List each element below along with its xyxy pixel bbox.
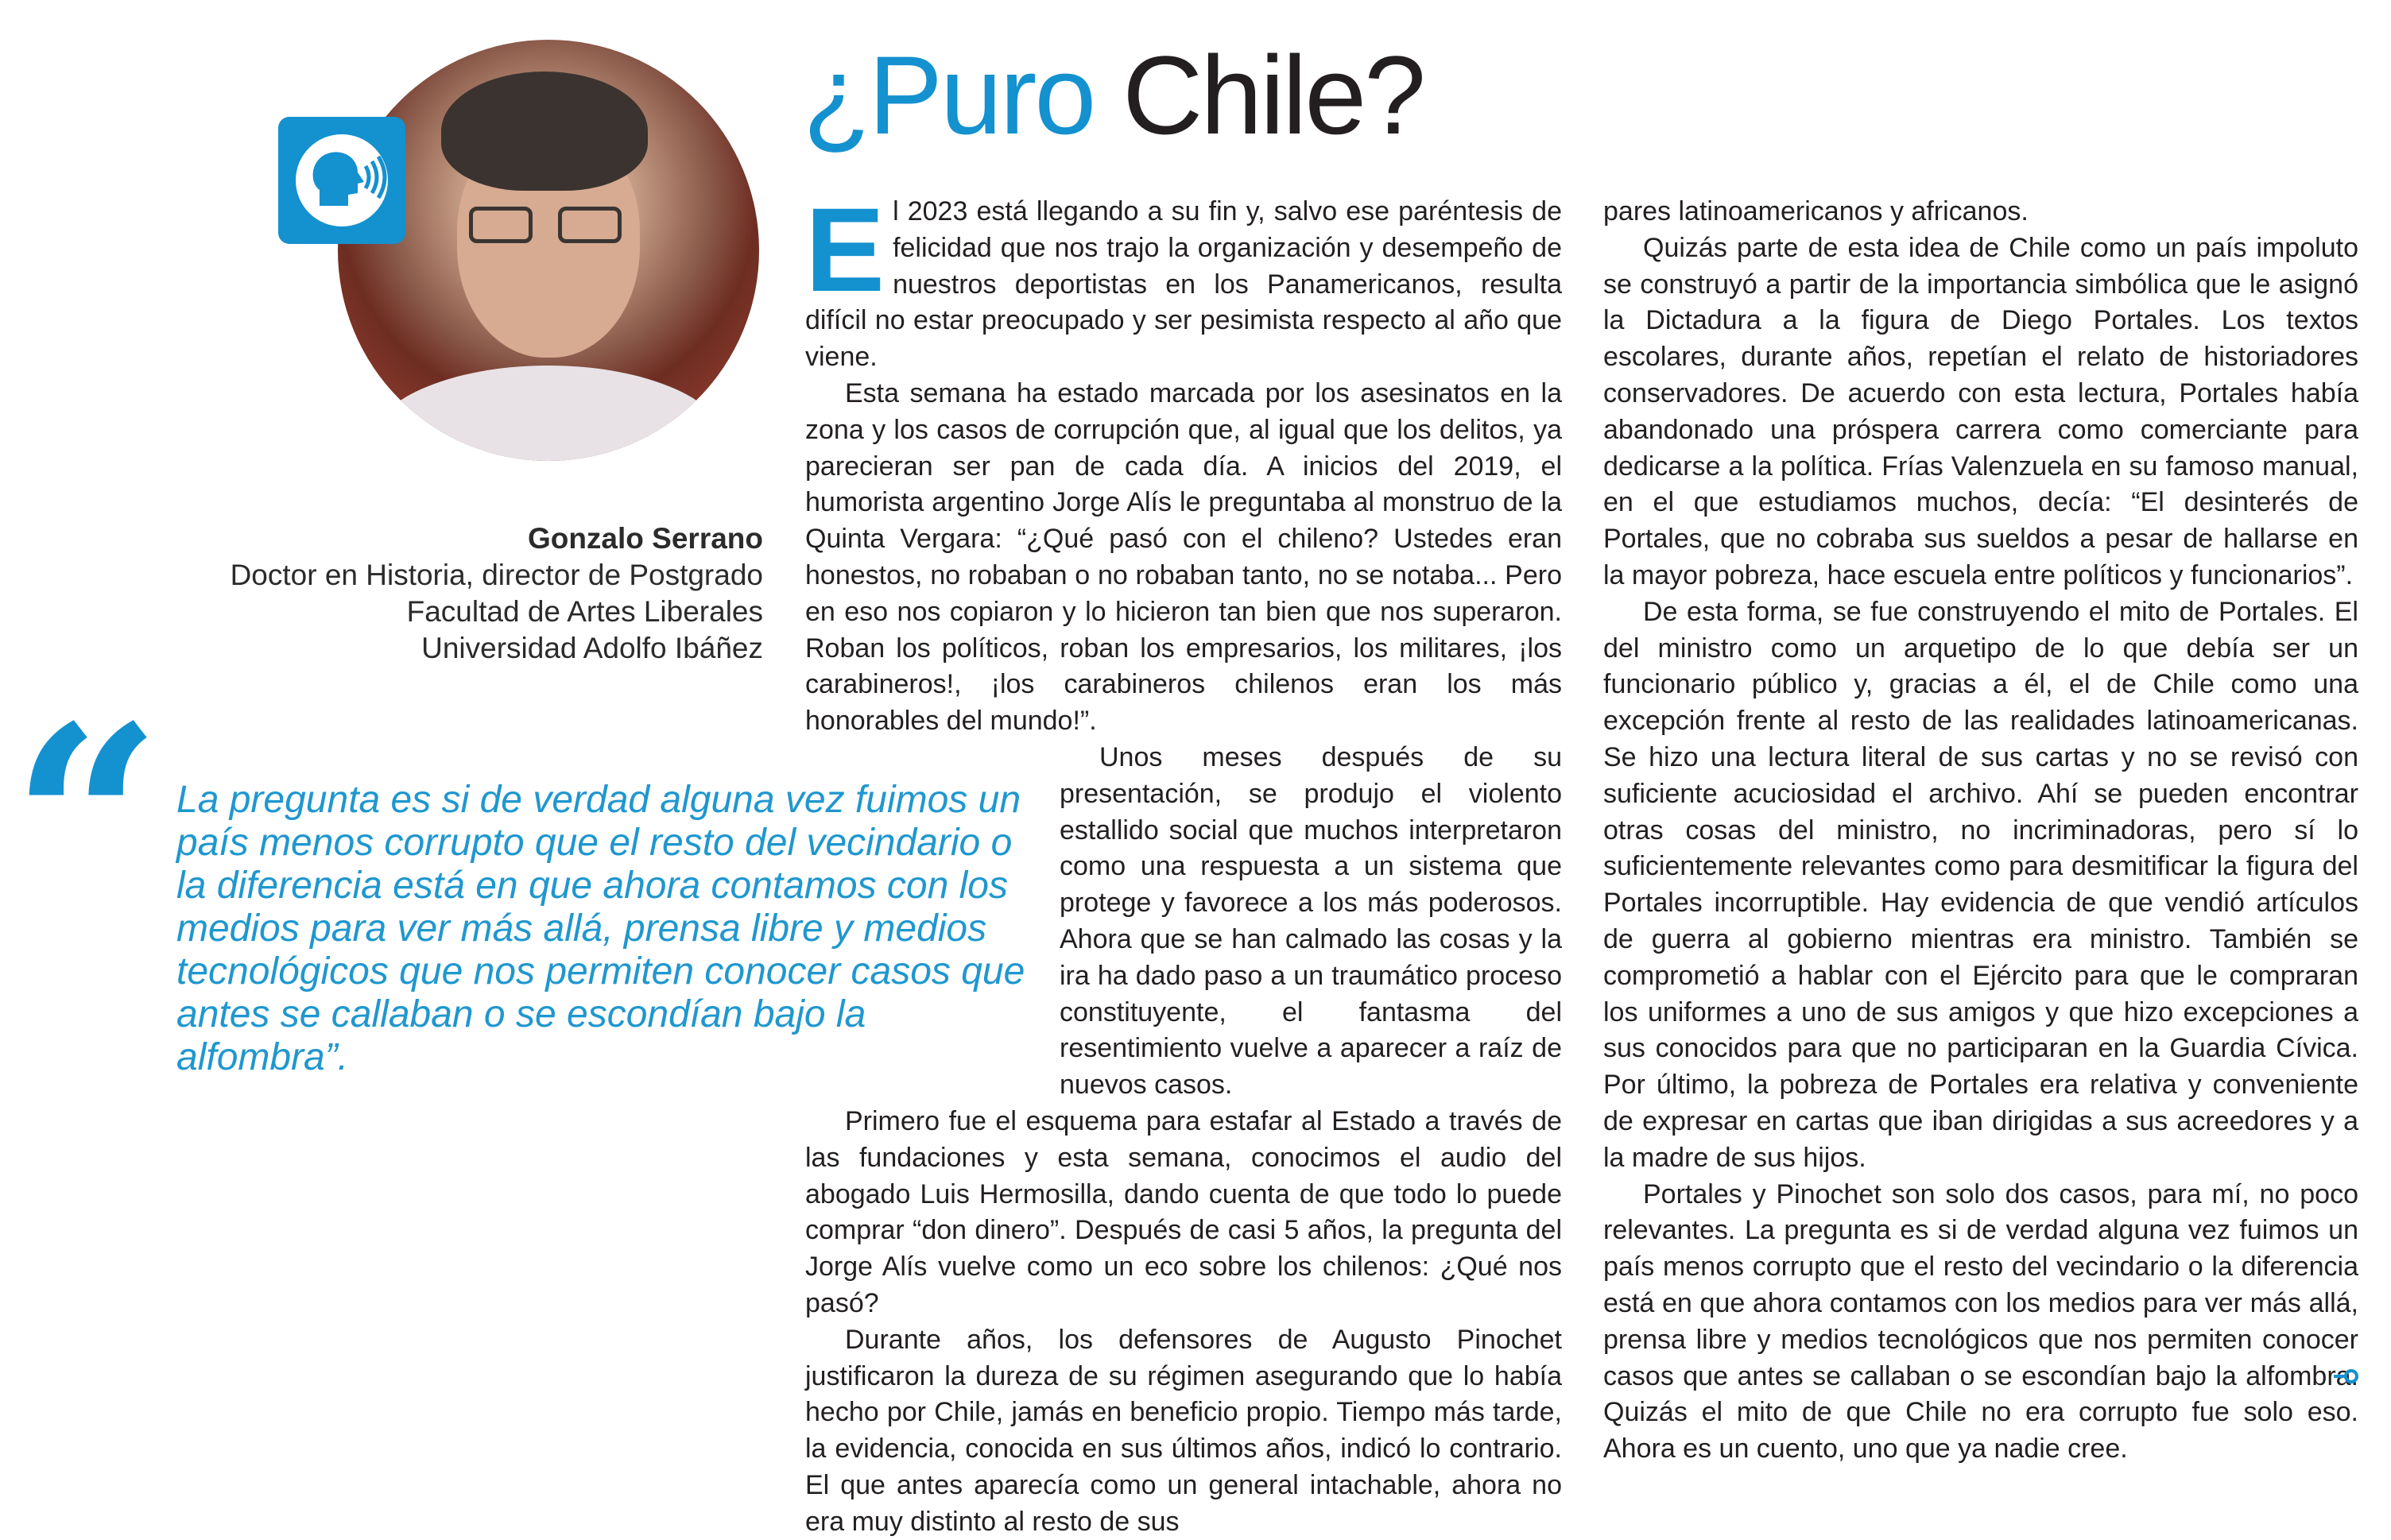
paragraph: pares latinoamericanos y africanos. [1603, 196, 2029, 226]
portrait-shirt [370, 366, 727, 461]
paragraph-text: Unos meses después de su presentación, se produjo el violento estallido social que muchos interpretaron como una respuesta a un sistema que protege y favorece a los más poderosos. Ahora que se han calmado las cosas y la ira ha dado paso a un traumático proceso constituyente, el fantasma del resentimiento vuelve a aparecer a raíz de nuevos casos. [1060, 741, 1562, 1101]
quote-mark-icon: “ [11, 668, 162, 977]
drop-cap: E [805, 183, 885, 316]
author-name: Gonzalo Serrano [527, 522, 763, 555]
article-title [803, 32, 1424, 159]
author-credit [231, 520, 763, 667]
speaking-head-icon [278, 117, 405, 244]
paragraph: l 2023 está llegando a su fin y, salvo ese paréntesis de felicidad que nos trajo la organización y desempeño de nuestros deportistas en los Panamericanos, resulta difícil no estar preocupado y ser pesimista respecto al año que viene. [805, 196, 1562, 373]
author-faculty: Facultad de Artes Liberales [406, 595, 763, 628]
paragraph: Primero fue el esquema para estafar al Estado a través de las fundaciones y esta semana, conocimos el audio del abogado Luis Hermosilla, dando cuenta de que todo lo puede comprar “don dinero”. Después de casi 5 años, la pregunta del Jorge Alís vuelve como un eco sobre los chilenos: ¿Qué nos pasó? [805, 1105, 1562, 1318]
paragraph [805, 740, 1562, 1104]
article-column-2 [1603, 194, 2358, 1468]
paragraph: Quizás parte de esta idea de Chile como un país impoluto se construyó a partir de la importancia simbólica que le asignó la Dictadura a la figura de Diego Portales. Los textos escolares, durante años, repetían el relato de historiadores conservadores. De acuerdo con esta lectura, Portales había abandonado una próspera carrera como comerciante para dedicarse a la política. Frías Valenzuela en su famoso manual, en el que estudiamos muchos, decía: “El desinterés de Portales, que no cobraba sus sueldos a pesar de hallarse en la mayor pobreza, hace escuela entre políticos y funcionarios”. [1603, 232, 2358, 590]
paragraph: De esta forma, se fue construyendo el mito de Portales. El del ministro como un arquetipo de lo que debía ser un funcionario público y, gracias a él, el de Chile como una excepción frente al resto de las realidades latinoamericanas. Se hizo una lectura literal de sus cartas y no se revisó con suficiente acuciosidad el archivo. Ahí se pueden encontrar otras cosas del ministro, no incriminadoras, pero sí lo suficientemente relevantes como para desmitificar la figura del Portales incorruptible. Hay evidencia de que vendió artículos de guerra al gobierno mientras era ministro. También se comprometió a hablar con el Ejército para que le compraran los uniformes a uno de sus amigos y que hizo excepciones a sus conocidos para que no participaran en la Guardia Cívica. Por último, la pobreza de Portales era relativa y conveniente de expresar en cartas que iban dirigidas a sus acreedores y a la madre de sus hijos. [1603, 596, 2358, 1173]
author-role: Doctor en Historia, director de Postgrado [230, 559, 763, 591]
title-part-1: ¿Puro [803, 33, 1095, 157]
title-part-2: Chile? [1122, 33, 1424, 157]
article-column-1 [805, 183, 1562, 1540]
end-of-article-icon [2332, 1364, 2359, 1389]
author-university: Universidad Adolfo Ibáñez [421, 632, 763, 664]
paragraph: Portales y Pinochet son solo dos casos, para mí, no poco relevantes. La pregunta es si de verdad alguna vez fuimos un país menos corrupto que el resto del vecindario o la diferencia está en que ahora contamos con los medios para ver más allá, prensa libre y medios tecnológicos que nos permiten conocer casos que antes se callaban o se escondían bajo la alfombra. Quizás el mito de que Chile no era corrupto fue solo eso. Ahora es un cuento, uno que ya nadie cree. [1603, 1178, 2358, 1465]
paragraph: Esta semana ha estado marcada por los asesinatos en la zona y los casos de corrupción que, al igual que los delitos, ya parecieran ser pan de cada día. A inicios del 2019, el humorista argentino Jorge Alís le preguntaba al monstruo de la Quinta Vergara: “¿Qué pasó con el chileno? Ustedes eran honestos, no robaban o no robaban tanto, no se notaba... Pero en eso nos copiaron y lo hicieron tan bien que nos superaron. Roban los políticos, roban los empresarios, los militares, ¡los carabineros!, ¡los carabineros chilenos eran los más honorables del mundo!”. [805, 377, 1562, 737]
pull-quote-wrap-space [805, 740, 1060, 1072]
portrait-hair [441, 72, 648, 191]
portrait-glasses [469, 207, 628, 246]
pull-quote: La pregunta es si de verdad alguna vez fuimos un país menos corrupto que el resto del vecindario o la diferencia está en que ahora contamos con los medios para ver más allá, prensa libre y medios tecnológicos que nos permiten conocer casos que antes se callaban o se escondían bajo la alfombra”. [176, 779, 1025, 1078]
paragraph: Durante años, los defensores de Augusto Pinochet justificaron la dureza de su régimen asegurando que lo había hecho por Chile, jamás en beneficio propio. Tiempo más tarde, la evidencia, conocida en sus últimos años, indicó lo contrario. El que antes aparecía como un general intachable, ahora no era muy distinto al resto de sus [805, 1324, 1562, 1537]
author-portrait [338, 40, 759, 461]
